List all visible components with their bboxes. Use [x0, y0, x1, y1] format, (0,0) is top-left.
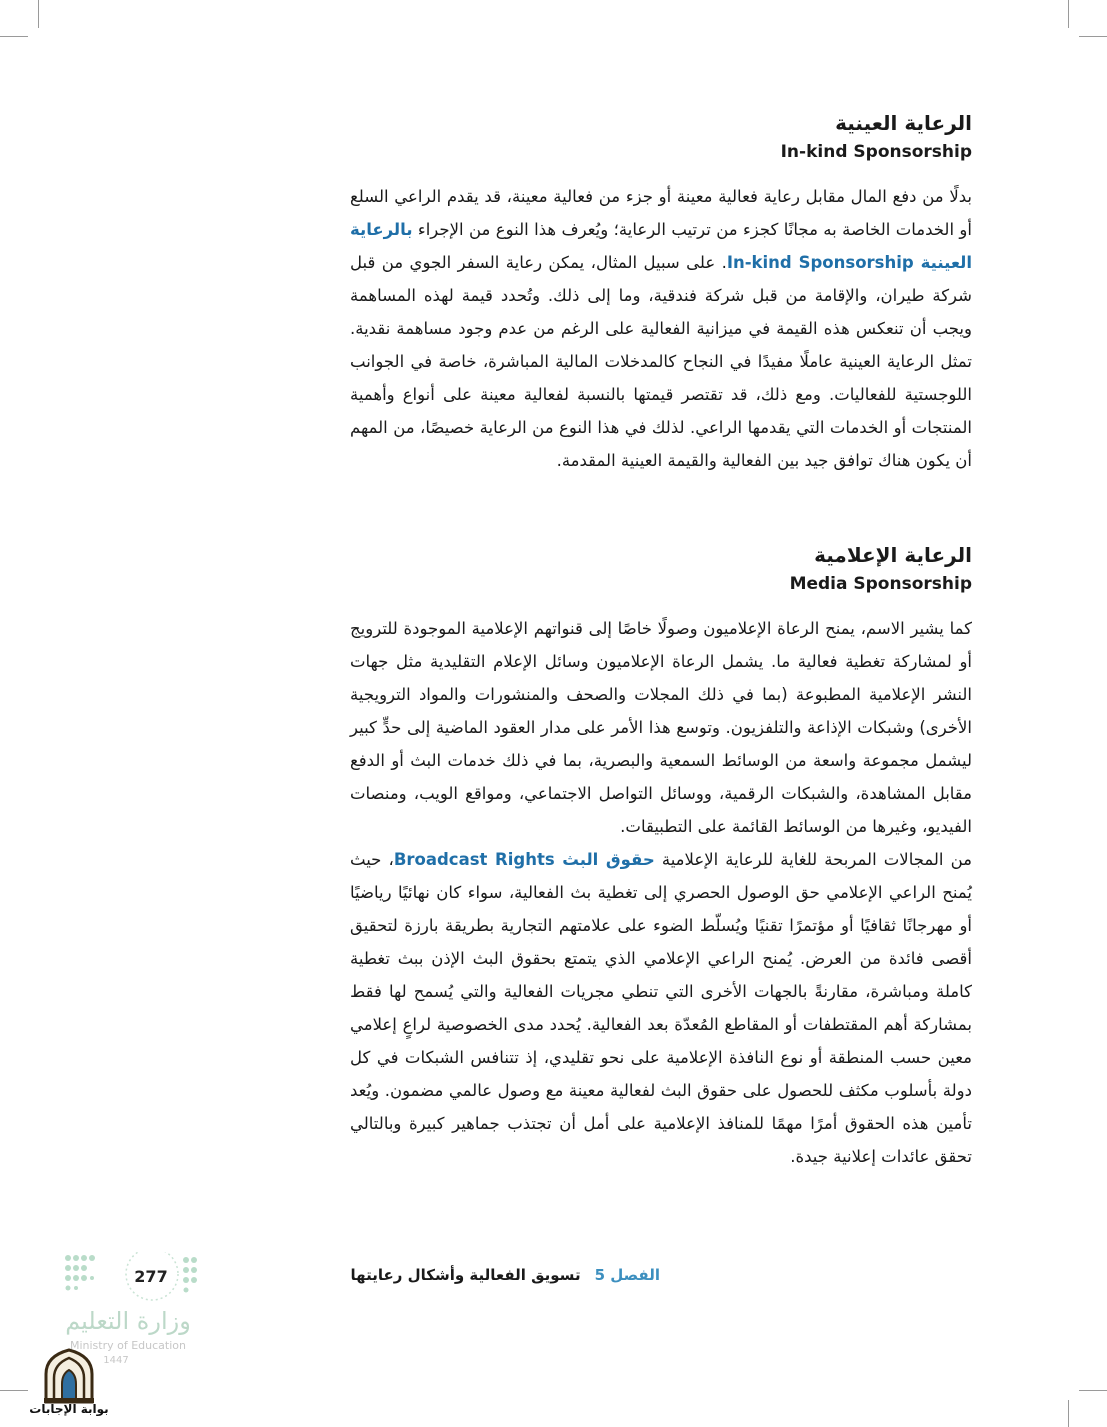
chapter-title: تسويق الفعالية وأشكال رعايتها	[350, 1266, 581, 1284]
section-title-ar: الرعاية العينية	[835, 111, 972, 135]
ministry-year: 1447	[103, 1355, 129, 1366]
watermark-label: بوابة الإجابات	[29, 1402, 109, 1416]
crop-mark	[1079, 36, 1107, 37]
crop-mark	[38, 0, 39, 28]
chapter-label: الفصل 5	[594, 1266, 660, 1284]
key-term: بالرعاية العينية In-kind Sponsorship	[350, 220, 972, 272]
section-title-en: Media Sponsorship	[789, 574, 972, 594]
section-paragraph: كما يشير الاسم، يمنح الرعاة الإعلاميون وصولًا خاصًا إلى قنواتهم الإعلامية الموجودة للترويج أو لمشاركة تغطية فعالية ما. يشمل الرعاة الإعلاميون وسائل الإعلام التقليدية مثل جهات النشر الإعلامية المطبوعة (بما في ذلك المجلات والصحف والمنشورات والمواد الترويجية الأخرى) وشبكات الإذاعة والتلفزيون. وتوسع هذا الأمر على مدار العقود الماضية إلى حدٍّ كبير ليشمل مجموعة واسعة من الوسائط السمعية والبصرية، بما في ذلك خدمات البث أو الدفع مقابل المشاهدة، والشبكات الرقمية، ووسائل التواصل الاجتماعي، ومواقع الويب، ومنصات الفيديو، وغيرها من الوسائط القائمة على التطبيقات.	[350, 619, 972, 836]
crop-mark	[0, 1390, 28, 1391]
page-number: 277	[134, 1267, 168, 1286]
crop-mark	[0, 36, 28, 37]
ministry-name-ar: وزارة التعليم	[65, 1307, 191, 1335]
text-run: بدلًا من دفع المال مقابل رعاية فعالية معينة أو جزء من فعالية معينة، قد يقدم الراعي السلع أو الخدمات الخاصة به مجانًا كجزء من ترتيب الرعاية؛ ويُعرف هذا النوع من الإجراء	[350, 187, 972, 239]
crop-mark	[1068, 0, 1069, 28]
section-title-en: In-kind Sponsorship	[780, 142, 972, 162]
mosque-gate-icon	[40, 1348, 98, 1404]
text-run: من المجالات المربحة للغاية للرعاية الإعلامية	[654, 850, 973, 869]
ministry-name-en: Ministry of Education	[69, 1339, 186, 1352]
section-in-kind	[350, 108, 972, 477]
section-paragraph	[350, 843, 972, 1173]
text-run: ، حيث يُمنح الراعي الإعلامي حق الوصول الحصري إلى تغطية بث الفعالية، سواء كان نهائيًا رياضيًا أو مهرجانًا ثقافيًا أو مؤتمرًا تقنيًا ويُسلّط الضوء على علامتهم التجارية بطريقة بارزة لتحقيق أقصى فائدة من العرض. يُمنح الراعي الإعلامي الذي يتمتع بحقوق البث الإذن ببث تغطية كاملة ومباشرة، مقارنةً بالجهات الأخرى التي تنطي مجريات الفعالية والتي يُسمح لها فقط بمشاركة أهم المقتطفات أو المقاطع المُعدّة بعد الفعالية. يُحدد مدى الخصوصية لراعٍ إعلامي معين حسب المنطقة أو نوع النافذة الإعلامية على نحو تقليدي، إذ تتنافس الشبكات في كل دولة بأسلوب مكثف للحصول على حقوق البث لفعالية معينة مع وصول عالمي مضمون. ويُعد تأمين هذه الحقوق أمرًا مهمًا للمنافذ الإعلامية على أمل أن تجتذب جماهير كبيرة وبالتالي تحقق عائدات إعلانية جيدة.	[350, 850, 972, 1166]
key-term: حقوق البث Broadcast Rights	[393, 850, 655, 869]
crop-mark	[1079, 1390, 1107, 1391]
section-paragraph	[350, 180, 972, 477]
page-footer	[350, 1266, 660, 1284]
crop-mark	[1068, 1400, 1069, 1427]
text-run: . على سبيل المثال، يمكن رعاية السفر الجوي من قبل شركة طيران، والإقامة من قبل شركة فندقية، وما إلى ذلك. وتُحدد قيمة لهذه المساهمة ويجب أن تنعكس هذه القيمة في ميزانية الفعالية على الرغم من عدم وجود مساهمة نقدية. تمثل الرعاية العينية عاملًا مفيدًا في النجاح كالمدخلات المالية المباشرة، خاصة في الجوانب اللوجستية للفعاليات. ومع ذلك، قد تقتصر قيمتها بالنسبة لفعالية معينة على أنواع وأهمية المنتجات أو الخدمات التي يقدمها الراعي. لذلك في هذا النوع من الرعاية خصيصًا، من المهم أن يكون هناك توافق جيد بين الفعالية والقيمة العينية المقدمة.	[350, 253, 972, 470]
section-media	[350, 540, 972, 1173]
section-title-ar: الرعاية الإعلامية	[814, 543, 972, 567]
